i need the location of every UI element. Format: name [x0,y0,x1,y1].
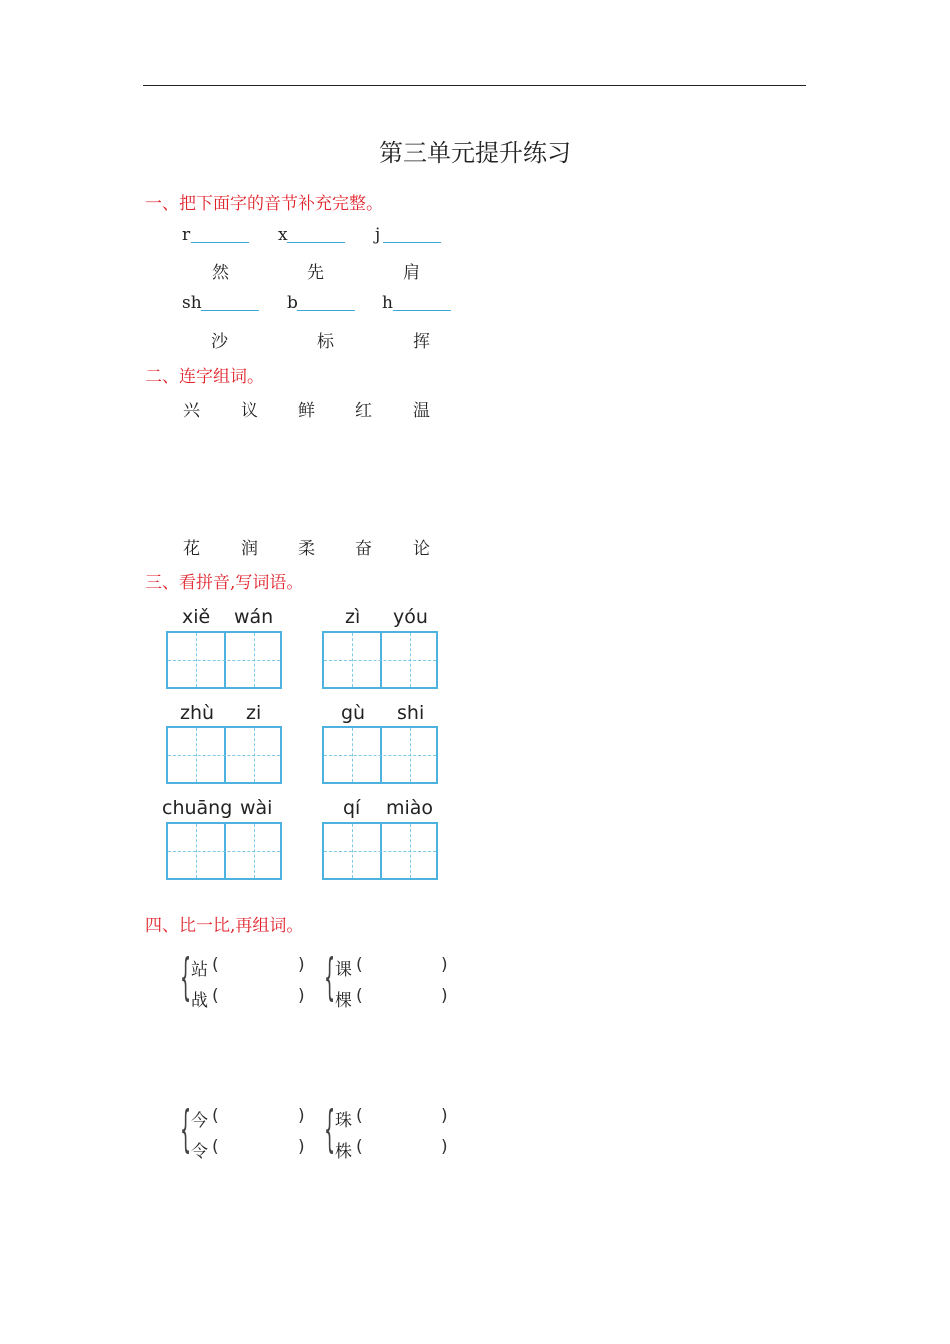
syllable-char: 挥 [413,332,430,352]
pinyin-label: xiě [182,606,211,628]
pinyin-label: zhù [180,702,215,724]
paren-open: ( [212,1137,219,1157]
paren-close[interactable]: ) [441,986,448,1006]
header-rule [143,85,806,86]
paren-close[interactable]: ) [298,1137,305,1157]
pinyin-label: yóu [393,606,428,628]
brace-icon: { [324,948,336,1006]
match-top-char[interactable]: 红 [355,401,372,421]
paren-open: ( [356,955,363,975]
pinyin-label: miào [386,797,434,819]
paren-open: ( [212,955,219,975]
compare-char: 令 [191,1142,208,1162]
compare-char: 今 [191,1111,208,1131]
syllable-blank[interactable] [383,242,441,243]
match-top-char[interactable]: 议 [241,401,258,421]
writing-grid[interactable] [322,631,438,689]
compare-char: 棵 [335,991,352,1011]
syllable-char: 肩 [403,263,420,283]
syllable-char: 然 [212,263,229,283]
section-2-heading: 二、连字组词。 [145,367,264,387]
pinyin-label: shi [397,702,425,724]
pinyin-label: wài [240,797,273,819]
paren-close[interactable]: ) [298,1106,305,1126]
match-bottom-char[interactable]: 论 [413,539,430,559]
syllable-blank[interactable] [201,310,259,311]
syllable-prefix: h [382,293,393,313]
pinyin-label: wán [234,606,274,628]
match-bottom-char[interactable]: 花 [183,539,200,559]
compare-char: 课 [335,960,352,980]
compare-char: 株 [335,1142,352,1162]
section-4-heading: 四、比一比,再组词。 [145,916,304,936]
brace-icon: { [180,948,192,1006]
paren-close[interactable]: ) [441,1106,448,1126]
page-title: 第三单元提升练习 [379,139,571,167]
paren-open: ( [356,1106,363,1126]
compare-char: 珠 [335,1111,352,1131]
paren-close[interactable]: ) [298,986,305,1006]
syllable-prefix: sh [182,293,202,313]
brace-icon: { [324,1100,336,1158]
paren-close[interactable]: ) [441,955,448,975]
paren-close[interactable]: ) [441,1137,448,1157]
paren-open: ( [212,1106,219,1126]
paren-open: ( [212,986,219,1006]
syllable-char: 沙 [211,332,228,352]
paren-close[interactable]: ) [298,955,305,975]
syllable-char: 先 [307,263,324,283]
pinyin-label: chuāng [162,797,233,819]
match-bottom-char[interactable]: 润 [241,539,258,559]
section-1-heading: 一、把下面字的音节补充完整。 [145,194,383,214]
syllable-prefix: b [287,293,298,313]
syllable-prefix: r [182,225,191,245]
pinyin-label: qí [343,797,361,819]
match-bottom-char[interactable]: 奋 [355,539,372,559]
syllable-prefix: j [375,225,381,245]
writing-grid[interactable] [166,726,282,784]
match-top-char[interactable]: 温 [413,401,430,421]
writing-grid[interactable] [166,631,282,689]
syllable-prefix: x [278,225,288,245]
paren-open: ( [356,986,363,1006]
syllable-char: 标 [317,332,334,352]
syllable-blank[interactable] [297,310,355,311]
writing-grid[interactable] [322,822,438,880]
paren-open: ( [356,1137,363,1157]
compare-char: 站 [191,960,208,980]
match-top-char[interactable]: 鲜 [298,401,315,421]
pinyin-label: gù [341,702,366,724]
writing-grid[interactable] [166,822,282,880]
match-top-char[interactable]: 兴 [183,401,200,421]
match-bottom-char[interactable]: 柔 [298,539,315,559]
pinyin-label: zi [246,702,262,724]
syllable-blank[interactable] [287,242,345,243]
syllable-blank[interactable] [393,310,451,311]
pinyin-label: zì [345,606,361,628]
section-3-heading: 三、看拼音,写词语。 [145,573,304,593]
writing-grid[interactable] [322,726,438,784]
syllable-blank[interactable] [191,242,249,243]
compare-char: 战 [191,991,208,1011]
brace-icon: { [180,1100,192,1158]
